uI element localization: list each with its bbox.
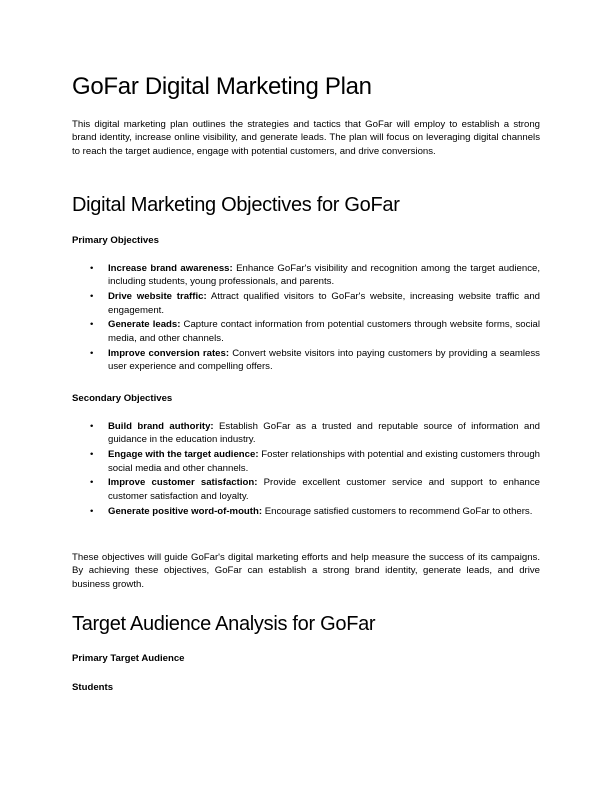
primary-audience-heading: Primary Target Audience xyxy=(72,653,185,664)
item-text: Capture contact information from potential customers through website forms, social media, and other channels. xyxy=(108,319,540,344)
item-term: Drive website traffic: xyxy=(108,291,207,303)
item-term: Generate positive word-of-mouth: xyxy=(108,505,263,517)
bullet-icon: • xyxy=(90,347,94,359)
bullet-icon: • xyxy=(90,291,94,303)
list-item xyxy=(72,347,540,374)
objectives-heading: Digital Marketing Objectives for GoFar xyxy=(72,194,400,216)
item-term: Increase brand awareness: xyxy=(108,263,233,274)
document-title-block xyxy=(72,73,540,101)
closing-block xyxy=(72,551,540,591)
secondary-objectives-heading: Secondary Objectives xyxy=(72,393,173,404)
bullet-icon: • xyxy=(90,421,94,432)
audience-heading: Target Audience Analysis for GoFar xyxy=(72,613,376,635)
item-text: Enhance GoFar's visibility and recognition among the target audience, including students, young professionals, and parents. xyxy=(108,263,540,288)
list-item xyxy=(72,290,540,317)
bullet-icon: • xyxy=(90,505,94,517)
item-term: Engage with the target audience: xyxy=(108,449,259,461)
item-text: Encourage satisfied customers to recommend GoFar to others. xyxy=(262,505,533,517)
students-block xyxy=(72,681,540,694)
item-text: Provide excellent customer service and support to enhance customer satisfaction and loyalty. xyxy=(108,477,540,502)
document-title: GoFar Digital Marketing Plan xyxy=(72,73,372,100)
primary-audience-block xyxy=(72,652,540,665)
list-item xyxy=(72,476,540,503)
secondary-objectives-block xyxy=(72,392,540,519)
students-heading: Students xyxy=(72,682,114,693)
item-term: Improve customer satisfaction: xyxy=(108,477,258,489)
bullet-icon: • xyxy=(90,319,94,331)
list-item xyxy=(72,448,540,475)
bullet-icon: • xyxy=(90,263,94,274)
list-item xyxy=(72,262,540,289)
objectives-heading-block xyxy=(72,193,540,217)
item-text: Convert website visitors into paying customers by providing a seamless user experience and compelling offers. xyxy=(108,347,540,373)
primary-objectives-heading: Primary Objectives xyxy=(72,235,159,246)
list-item xyxy=(72,505,540,518)
list-item xyxy=(72,318,540,345)
intro-block xyxy=(72,118,540,158)
item-text: Attract qualified visitors to GoFar's website, increasing website traffic and engagement. xyxy=(108,291,540,316)
item-term: Improve conversion rates: xyxy=(108,347,230,359)
item-term: Build brand authority: xyxy=(108,421,214,432)
item-text: Foster relationships with potential and existing customers through social media and other channels. xyxy=(108,449,541,474)
intro-paragraph: This digital marketing plan outlines the strategies and tactics that GoFar will employ to establish a strong brand identity, increase online visibility, and generate leads. The plan will focus on leveraging digital channels to reach the target audience, engage with potential customers, and drive conversions. xyxy=(72,119,540,157)
list-item xyxy=(72,420,540,447)
bullet-icon: • xyxy=(90,477,94,489)
primary-objectives-block xyxy=(72,234,540,375)
audience-heading-block xyxy=(72,612,540,636)
primary-objectives-list xyxy=(72,262,540,373)
item-term: Generate leads: xyxy=(108,319,181,331)
closing-paragraph: These objectives will guide GoFar's digital marketing efforts and help measure the success of its campaigns. By achieving these objectives, GoFar can establish a strong brand identity, generate leads, and drive business growth. xyxy=(72,552,540,590)
secondary-objectives-list xyxy=(72,420,540,518)
bullet-icon: • xyxy=(90,449,94,461)
item-text: Establish GoFar as a trusted and reputable source of information and guidance in the education industry. xyxy=(108,421,540,446)
